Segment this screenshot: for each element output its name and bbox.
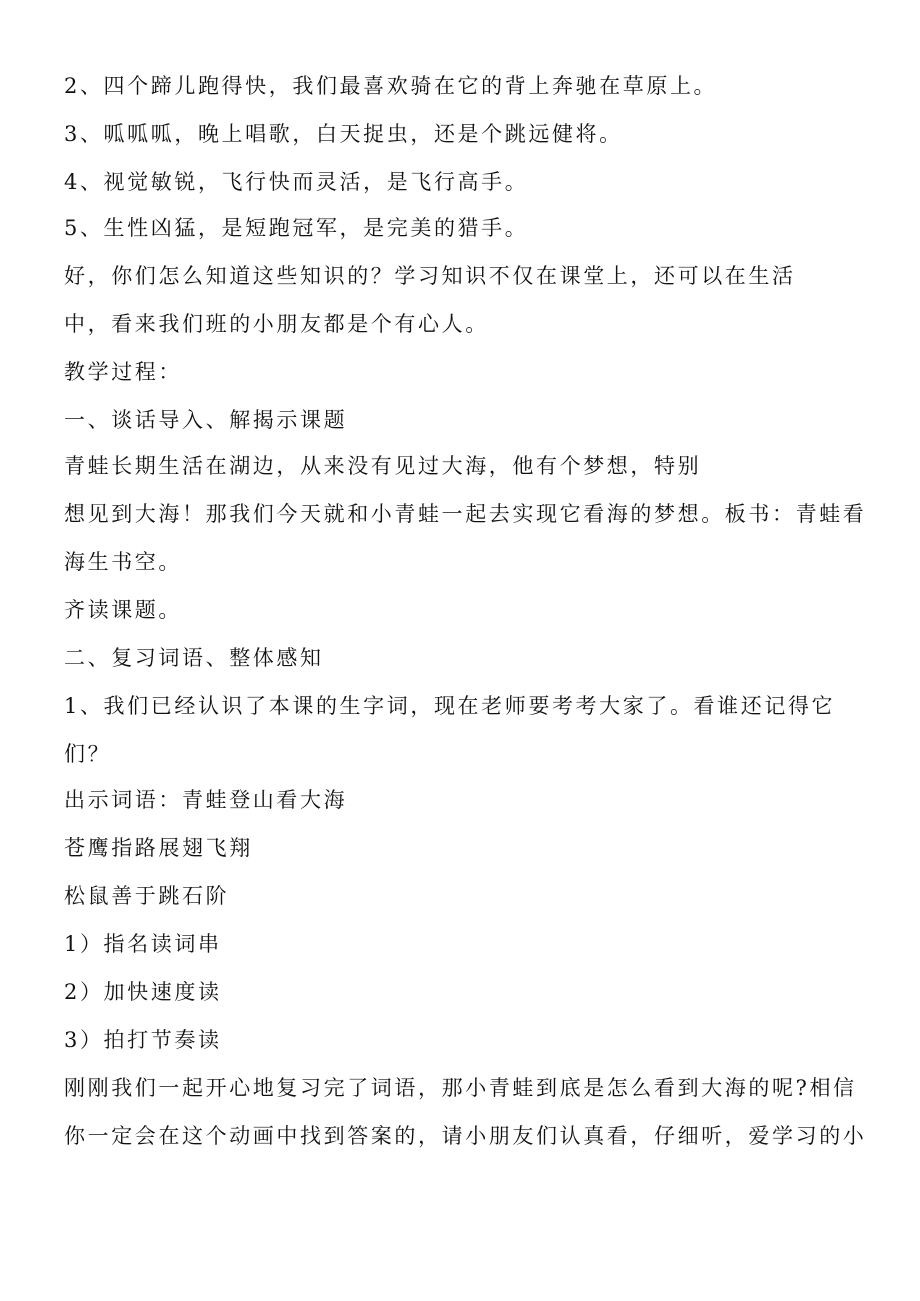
text-line: 好，你们怎么知道这些知识的？学习知识不仅在课堂上，还可以在生活 (64, 264, 796, 288)
text-line: 齐读课题。 (64, 598, 182, 622)
text-line: 青蛙长期生活在湖边，从来没有见过大海，他有个梦想，特别 (64, 454, 702, 478)
list-item: 1）指名读词串 (64, 932, 222, 956)
text-line: 3、呱呱呱，晚上唱歌，白天捉虫，还是个跳远健将。 (64, 122, 623, 146)
text-line: 刚刚我们一起开心地复习完了词语，那小青蛙到底是怎么看到大海的呢?相信 (64, 1076, 857, 1100)
text-line: 中，看来我们班的小朋友都是个有心人。 (64, 312, 489, 336)
section-heading: 一、谈话导入、解揭示课题 (64, 408, 348, 432)
text-line: 想见到大海！那我们今天就和小青蛙一起去实现它看海的梦想。板书：青蛙看 (64, 502, 867, 526)
list-item: 2）加快速度读 (64, 980, 222, 1004)
text-line: 海生书空。 (64, 550, 182, 574)
section-heading: 教学过程： (64, 360, 182, 384)
text-line: 5、生性凶猛，是短跑冠军，是完美的猎手。 (64, 216, 529, 240)
text-line: 2、四个蹄儿跑得快，我们最喜欢骑在它的背上奔驰在草原上。 (64, 74, 718, 98)
list-item: 3）拍打节奏读 (64, 1028, 222, 1052)
text-line: 出示词语：青蛙登山看大海 (64, 788, 348, 812)
text-line: 4、视觉敏锐，飞行快而灵活，是飞行高手。 (64, 170, 529, 194)
text-line: 你一定会在这个动画中找到答案的，请小朋友们认真看，仔细听，爱学习的小 (64, 1124, 867, 1148)
text-line: 们？ (64, 742, 112, 766)
section-heading: 二、复习词语、整体感知 (64, 646, 324, 670)
text-line: 苍鹰指路展翅飞翔 (64, 836, 253, 860)
text-line: 1、我们已经认识了本课的生字词，现在老师要考考大家了。看谁还记得它 (64, 694, 836, 718)
text-line: 松鼠善于跳石阶 (64, 884, 230, 908)
